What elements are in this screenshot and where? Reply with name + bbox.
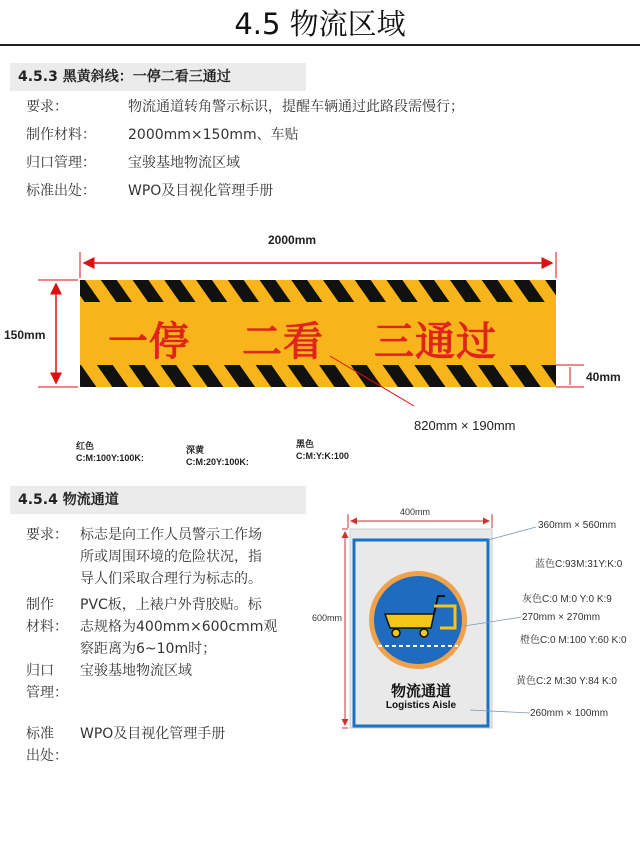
swatch-name: 黑色 [296, 439, 315, 449]
aisle-value-management [80, 660, 300, 682]
spec-row-management [0, 152, 640, 174]
text-size-label: 820mm × 190mm [414, 418, 516, 433]
label-line: 归口 [26, 663, 54, 679]
row-label: 制作材料： [26, 127, 96, 143]
stripe-width-label: 40mm [586, 370, 621, 384]
annotation-outer-size: 360mm × 560mm [538, 520, 617, 531]
aisle-label-requirement [26, 524, 72, 546]
label-line: 标准 [26, 726, 54, 742]
value-line: WPO及目视化管理手册 [80, 726, 226, 742]
annotation-circle-size: 270mm × 270mm [522, 612, 601, 623]
swatch-spec: C:M:20Y:100K: [186, 457, 249, 467]
value-line: PVC板，上裱户外背胶贴。标 [80, 597, 262, 613]
aisle-label-management [26, 660, 72, 704]
title-divider [0, 44, 640, 46]
row-label: 要求： [26, 99, 68, 115]
label-line: 要求： [26, 527, 68, 543]
swatch-name: 红色 [76, 441, 95, 451]
label-line: 管理： [26, 685, 68, 701]
spec-row-material [0, 124, 640, 146]
banner-text-stop: 一停 [108, 319, 190, 365]
annotation-orange: 橙色C:0 M:100 Y:60 K:0 [520, 635, 627, 646]
annotation-text-size: 260mm × 100mm [530, 708, 609, 719]
swatch-dark-yellow [186, 444, 249, 468]
value-line: 所或周围环境的危险状况，指 [80, 549, 262, 565]
value-line: 宝骏基地物流区域 [80, 663, 192, 679]
aisle-value-requirement [80, 524, 300, 590]
row-value: 宝骏基地物流区域 [128, 155, 240, 171]
section-header-453: 4.5.3 黑黄斜线：一停二看三通过 [10, 63, 306, 91]
label-line: 制作 [26, 597, 54, 613]
hazard-stripe-bottom [80, 365, 556, 387]
banner-text-look: 二看 [242, 319, 324, 365]
sign-title-cn: 物流通道 [390, 682, 451, 700]
annotation-blue: 蓝色C:93M:31Y:K:0 [535, 559, 623, 570]
section-header-454: 4.5.4 物流通道 [10, 486, 306, 514]
width-label: 2000mm [268, 233, 317, 247]
sign-title-en: Logistics Aisle [385, 700, 457, 711]
page-title: 4.5 物流区域 [234, 7, 406, 41]
row-label: 标准出处： [26, 183, 96, 199]
swatch-spec: C:M:100Y:100K: [76, 453, 144, 463]
row-value: 2000mm×150mm、车贴 [128, 127, 299, 143]
aisle-value-source [80, 723, 300, 745]
height-label: 150mm [4, 328, 46, 342]
spec-row-requirement [0, 96, 640, 118]
value-line: 导人们采取合理行为标志的。 [80, 571, 262, 587]
annotation-yellow: 黄色C:2 M:30 Y:84 K:0 [516, 676, 617, 687]
annotation-gray: 灰色C:0 M:0 Y:0 K:9 [522, 594, 612, 605]
row-label: 归口管理： [26, 155, 96, 171]
hazard-stripe-top [80, 280, 556, 302]
sign-width-label: 400mm [400, 507, 431, 517]
swatch-name: 深黄 [186, 445, 205, 455]
sign-height-label: 600mm [312, 613, 343, 623]
aisle-label-material [26, 594, 72, 638]
swatch-spec: C:M:Y:K:100 [296, 451, 349, 461]
value-line: 察距离为6~10m时； [80, 641, 217, 657]
value-line: 标志是向工作人员警示工作场 [80, 527, 262, 543]
swatch-red [76, 440, 144, 464]
row-value: 物流通道转角警示标识，提醒车辆通过此路段需慢行； [128, 99, 464, 115]
value-line: 志规格为400mm×600cmm观 [80, 619, 278, 635]
aisle-value-material [80, 594, 300, 660]
swatch-black [296, 438, 349, 462]
row-value: WPO及目视化管理手册 [128, 183, 274, 199]
label-line: 材料： [26, 619, 68, 635]
banner-text-pass: 三通过 [374, 319, 497, 365]
aisle-label-source [26, 723, 72, 767]
label-line: 出处： [26, 748, 68, 764]
spec-row-source [0, 180, 640, 202]
